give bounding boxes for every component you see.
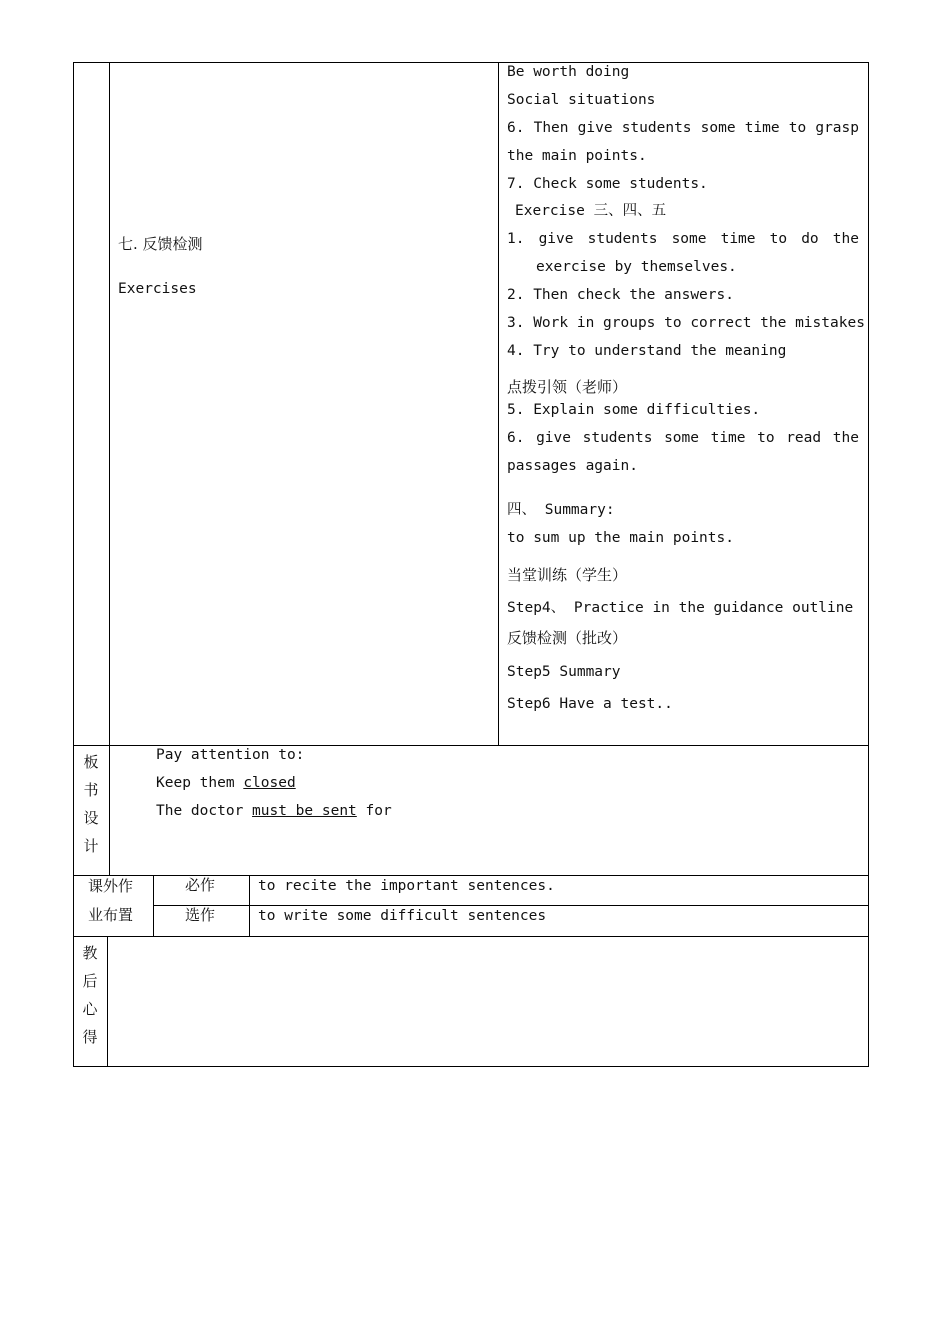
col-divider-2 <box>498 62 499 745</box>
word: students <box>621 120 692 136</box>
board-label-char: 书 <box>83 781 99 799</box>
text: The doctor <box>156 803 253 819</box>
board-line-keep-closed <box>156 773 296 793</box>
line-give-students-read <box>507 428 859 448</box>
word: give <box>538 231 574 247</box>
word: 1. <box>507 231 525 247</box>
homework-text-required: to recite the important sentences. <box>258 878 555 894</box>
line-summary-heading: 四、 Summary: <box>507 502 615 518</box>
reflection-label-char: 教 <box>82 944 98 962</box>
word: some <box>664 430 699 446</box>
homework-text-optional: to write some difficult sentences <box>258 908 547 924</box>
line-check-answers: 2. Then check the answers. <box>507 287 734 303</box>
underlined-phrase: must be sent <box>252 803 357 819</box>
word: Then <box>533 120 569 136</box>
board-label-char: 板 <box>83 753 99 771</box>
table-border-bottom <box>73 1066 869 1067</box>
homework-type-optional: 选作 <box>185 906 216 924</box>
word: some <box>700 120 736 136</box>
line-feedback-check: 反馈检测（批改） <box>507 629 628 647</box>
line-be-worth-doing: Be worth doing <box>507 64 630 80</box>
word: 6. <box>507 120 525 136</box>
word: the <box>832 430 859 446</box>
line-exercise-sections: Exercise 三、四、五 <box>515 203 667 219</box>
reflection-label-char: 得 <box>82 1028 98 1046</box>
homework-label-1: 课外作 <box>88 877 134 895</box>
line-sum-up: to sum up the main points. <box>507 530 734 546</box>
table-border-top <box>73 62 869 63</box>
underlined-word: closed <box>243 775 296 791</box>
text: for <box>356 803 392 819</box>
reflection-content-cell[interactable] <box>108 937 868 1066</box>
word: the <box>832 231 859 247</box>
reflection-label-char: 后 <box>82 972 98 990</box>
board-col-divider <box>109 745 110 875</box>
line-work-groups: 3. Work in groups to correct the mistakes <box>507 315 865 331</box>
line-social-situations: Social situations <box>507 92 656 108</box>
line-step4: Step4、 Practice in the guidance outline <box>507 600 854 616</box>
word: to <box>788 120 807 136</box>
line-teacher-guidance: 点拨引领（老师） <box>507 378 628 396</box>
line-give-students-do <box>507 229 859 249</box>
line-step5: Step5 Summary <box>507 664 621 680</box>
homework-label-2: 业布置 <box>88 906 134 924</box>
word: give <box>536 430 571 446</box>
word: to <box>769 231 788 247</box>
word: time <box>744 120 780 136</box>
line-main-points: the main points. <box>507 148 647 164</box>
word: to <box>757 430 775 446</box>
board-label-char: 设 <box>83 809 99 827</box>
word: students <box>587 231 658 247</box>
text: Keep them <box>156 775 244 791</box>
board-line-doctor <box>156 801 392 821</box>
line-understand-meaning: 4. Try to understand the meaning <box>507 343 787 359</box>
word: grasp <box>815 120 859 136</box>
word: read <box>786 430 822 446</box>
board-line-attention: Pay attention to: <box>156 747 305 763</box>
table-border-right <box>868 62 869 1067</box>
line-classroom-practice: 当堂训练（学生） <box>507 566 628 584</box>
line-explain-difficulties: 5. Explain some difficulties. <box>507 402 761 418</box>
line-exercise-themselves: exercise by themselves. <box>536 259 737 275</box>
line-passages-again: passages again. <box>507 458 638 474</box>
word: time <box>720 231 756 247</box>
word: do <box>801 231 819 247</box>
reflection-label-char: 心 <box>82 1000 98 1018</box>
line-check-students: 7. Check some students. <box>507 176 708 192</box>
word: time <box>710 430 746 446</box>
line-step6-grasp <box>507 118 859 138</box>
word: give <box>577 120 613 136</box>
col-divider-1 <box>109 62 110 745</box>
line-step6: Step6 Have a test.. <box>507 696 673 712</box>
feedback-heading: 七. 反馈检测 <box>118 235 203 253</box>
word: 6. <box>507 430 525 446</box>
word: some <box>671 231 707 247</box>
exercises-label: Exercises <box>118 281 197 297</box>
homework-type-required: 必作 <box>185 876 216 894</box>
board-label-char: 计 <box>83 837 99 855</box>
table-border-left <box>73 62 74 1067</box>
word: students <box>582 430 653 446</box>
